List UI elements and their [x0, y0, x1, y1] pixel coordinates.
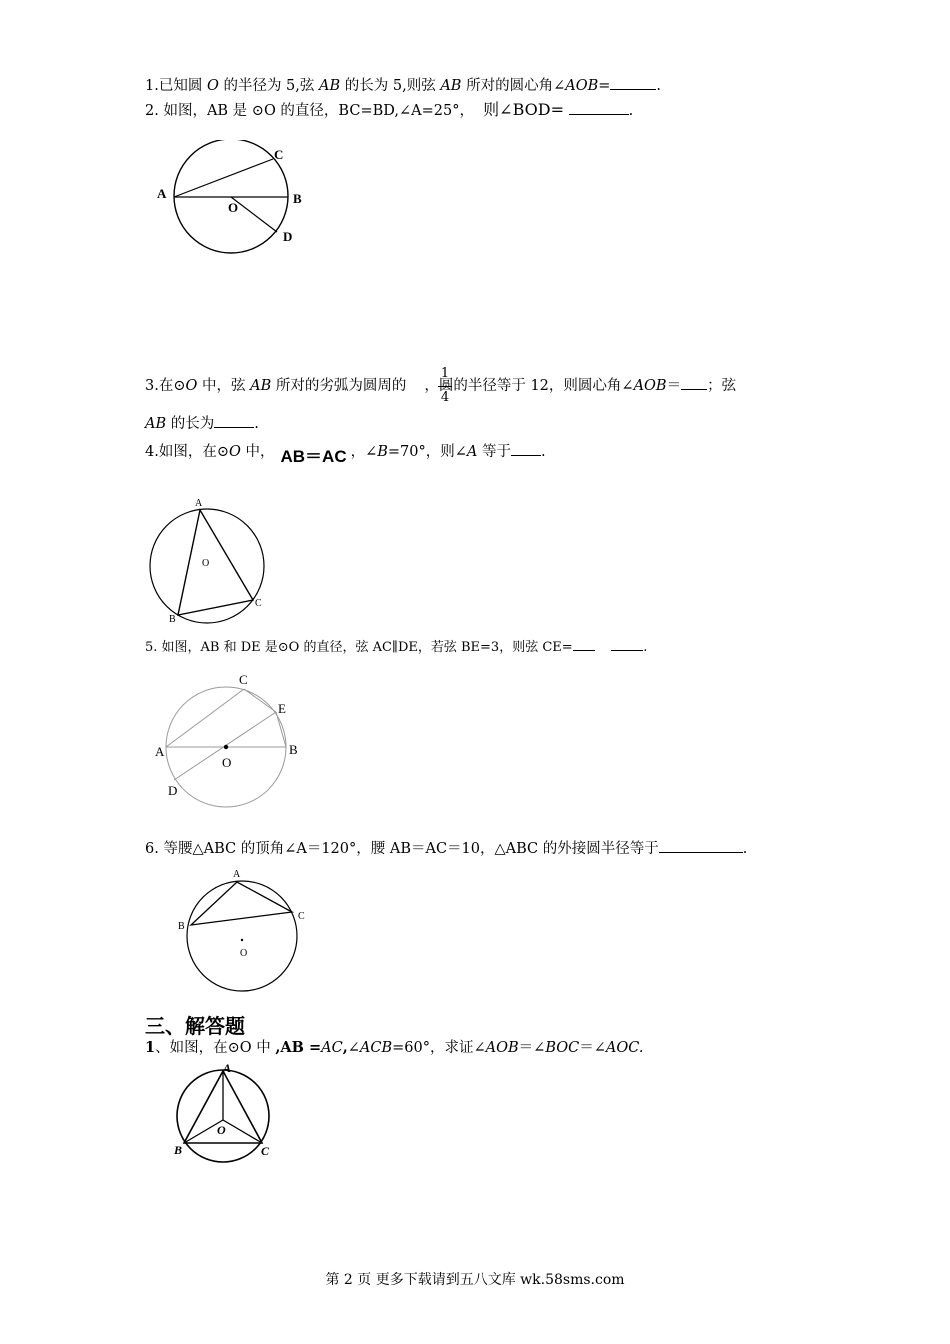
- label-c: C: [298, 911, 305, 922]
- solve-question-1: 1、如图，在⊙O 中 ,AB =AC,∠ACB=60°，求证∠AOB＝∠BOC＝∠AOC.: [145, 1039, 644, 1056]
- answer-blank-5b[interactable]: [611, 638, 643, 651]
- question-2: 2. 如图，AB 是 ⊙O 的直径，BC=BD,∠A=25°， 则∠BOD= .: [145, 100, 634, 119]
- arc-equality: AB＝AC: [280, 447, 347, 466]
- figure-q5: [150, 670, 310, 810]
- label-c: C: [261, 1144, 270, 1158]
- label-c: C: [255, 598, 262, 609]
- answer-blank-6[interactable]: [659, 838, 743, 853]
- question-3: 3.在⊙O 中，弦 AB 所对的劣弧为圆周的 ，圆的半径等于 12，则圆心角∠AOB＝ ；弦: [145, 375, 736, 396]
- answer-blank-2[interactable]: [569, 100, 629, 115]
- label-d: D: [168, 783, 178, 798]
- question-4: 4.如图，在⊙O 中， AB＝AC ，∠B=70°，则∠A 等于 .: [145, 441, 546, 462]
- label-o: O: [240, 948, 248, 959]
- label-b: B: [174, 1143, 183, 1157]
- page-footer: 第 2 页 更多下载请到五八文库 wk.58sms.com: [325, 1272, 625, 1288]
- chord-ac: [174, 159, 273, 197]
- center-dot: [241, 939, 243, 941]
- figure-q6: [170, 865, 320, 1000]
- chord-ac: [166, 689, 244, 747]
- fraction-denominator: 4: [440, 390, 450, 405]
- chord-ce: [244, 689, 276, 712]
- circle: [187, 881, 297, 991]
- answer-blank-4[interactable]: [511, 441, 541, 456]
- answer-blank-3a[interactable]: [681, 375, 707, 390]
- label-o: O: [222, 755, 232, 770]
- triangle-abc: [191, 882, 292, 925]
- label-o: O: [202, 558, 210, 569]
- label-a: A: [233, 869, 241, 880]
- label-b: B: [293, 191, 302, 206]
- figure-s1: [165, 1060, 285, 1170]
- label-b: B: [178, 921, 185, 932]
- question-1: 1.已知圆 O 的半径为 5,弦 AB 的长为 5,则弦 AB 所对的圆心角∠AOB= .: [145, 75, 661, 96]
- label-c: C: [274, 147, 284, 162]
- chord-eb: [276, 712, 286, 747]
- label-a: A: [157, 186, 167, 201]
- label-b: B: [289, 742, 298, 757]
- answer-blank-1[interactable]: [610, 75, 656, 90]
- label-d: D: [283, 229, 293, 244]
- figure-q4: [145, 495, 275, 630]
- fraction-bar: [438, 386, 452, 387]
- fraction-numerator: 1: [440, 366, 450, 381]
- section-title: 三、解答题: [145, 1014, 245, 1038]
- label-c: C: [239, 672, 248, 687]
- figure-q2: [150, 140, 320, 260]
- answer-blank-5a[interactable]: [573, 638, 595, 651]
- question-6: 6. 等腰△ABC 的顶角∠A＝120°，腰 AB＝AC＝10，△ABC 的外接圆半径等于 .: [145, 838, 747, 859]
- label-e: E: [278, 701, 286, 716]
- center-dot: [224, 745, 228, 749]
- label-a: A: [223, 1061, 232, 1075]
- label-o: O: [228, 200, 239, 215]
- label-a: A: [155, 744, 165, 759]
- question-3-line-2: AB 的长为 .: [145, 413, 259, 434]
- answer-blank-3b[interactable]: [214, 413, 254, 428]
- label-o: O: [217, 1123, 226, 1137]
- label-a: A: [195, 498, 203, 509]
- label-b: B: [169, 614, 176, 625]
- question-5: 5. 如图，AB 和 DE 是⊙O 的直径，弦 AC∥DE，若弦 BE=3，则弦 CE= .: [145, 640, 648, 655]
- triangle-abc: [178, 510, 253, 615]
